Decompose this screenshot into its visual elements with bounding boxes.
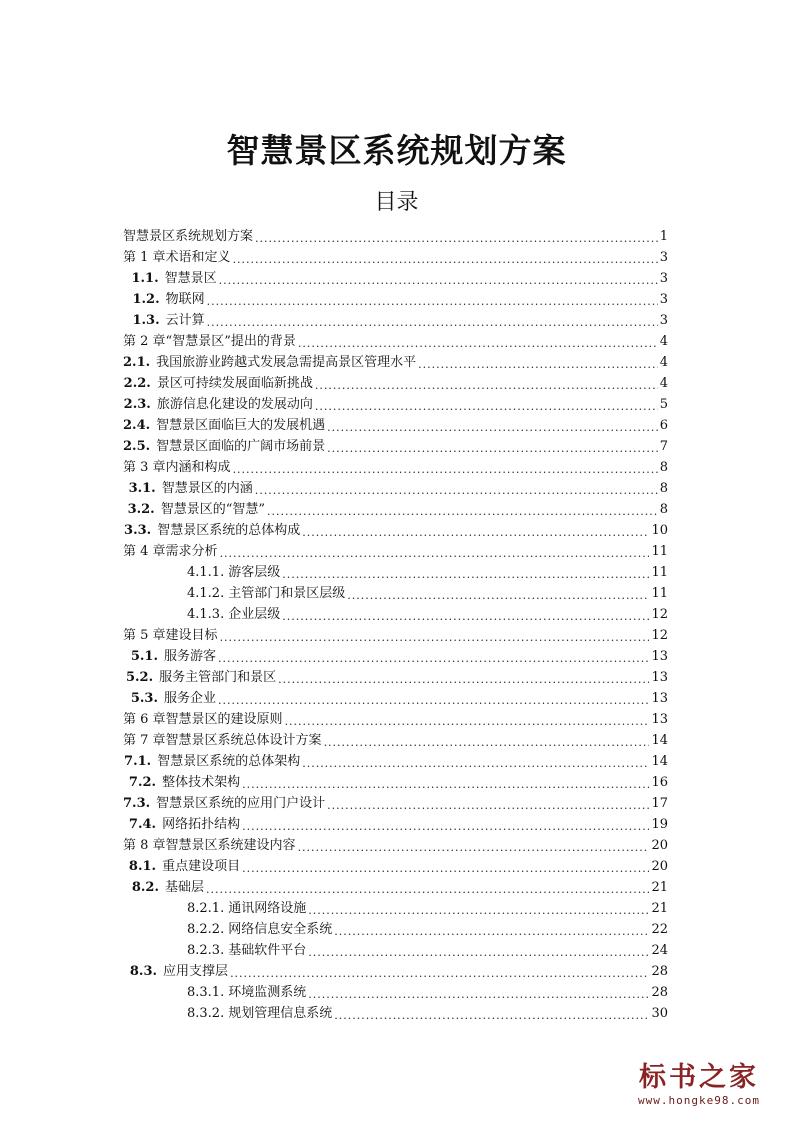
toc-entry-label: 智慧景区系统规划方案 (123, 229, 254, 244)
toc-entry-label: 智慧景区的内涵 (161, 481, 253, 496)
toc-dot-leader (267, 506, 658, 518)
toc-dot-leader (230, 968, 649, 980)
toc-entry-number: 8.2.3. (187, 943, 225, 958)
toc-entry-page: 4 (659, 355, 668, 370)
toc-entry-page: 19 (651, 817, 668, 832)
toc-entry-number: 3.2. (127, 502, 155, 517)
toc-entry[interactable] (123, 499, 668, 520)
toc-entry-page: 14 (651, 733, 668, 748)
toc-entry-label: 重点建设项目 (162, 859, 241, 874)
toc-dot-leader (242, 821, 649, 833)
toc-entry-number: 1.1. (131, 271, 159, 286)
toc-dot-leader (218, 695, 649, 707)
toc-entry-label: 网络信息安全系统 (228, 922, 333, 937)
toc-entry-number: 8.3.1. (187, 985, 225, 1000)
toc-entry-label: 智慧景区的建设原则 (165, 712, 283, 727)
toc-dot-leader (327, 800, 649, 812)
toc-entry-number: 2.1. (123, 355, 151, 370)
toc-entry[interactable] (123, 226, 668, 247)
toc-entry-label: 整体技术架构 (162, 775, 241, 790)
toc-entry-page: 3 (659, 292, 668, 307)
toc-entry-number: 5.3. (130, 691, 159, 706)
toc-entry[interactable] (123, 436, 668, 457)
toc-entry-page: 3 (659, 271, 668, 286)
toc-dot-leader (207, 296, 658, 308)
toc-entry-number: 2.4. (123, 418, 151, 433)
toc-entry[interactable] (123, 919, 668, 940)
toc-dot-leader (207, 317, 658, 329)
toc-entry-label: 我国旅游业跨越式发展急需提高景区管理水平 (156, 355, 417, 370)
toc-dot-leader (242, 863, 649, 875)
toc-entry-label: 企业层级 (228, 607, 281, 622)
toc-entry[interactable] (123, 352, 668, 373)
toc-entry-number: 1.3. (132, 313, 160, 328)
toc-entry-number: 7.3. (123, 796, 151, 811)
watermark-brand: 标书之家 (639, 1062, 759, 1093)
toc-dot-leader (298, 338, 658, 350)
toc-entry[interactable] (123, 478, 668, 499)
toc-dot-leader (220, 632, 650, 644)
toc-entry-number: 4.1.3. (187, 607, 225, 622)
toc-entry[interactable] (123, 814, 668, 835)
toc-entry[interactable] (123, 457, 668, 478)
toc-entry-page: 22 (651, 922, 668, 937)
toc-entry-number: 8.3. (129, 964, 158, 979)
toc-dot-leader (418, 359, 658, 371)
toc-entry-page: 7 (659, 439, 668, 454)
toc-dot-leader (298, 842, 650, 854)
toc-dot-leader (219, 275, 658, 287)
toc-entry-page: 21 (651, 901, 668, 916)
toc-entry[interactable] (123, 289, 668, 310)
toc-entry-number: 2.2. (123, 376, 151, 391)
toc-entry-label: 游客层级 (228, 565, 281, 580)
toc-entry-page: 4 (659, 376, 668, 391)
toc-entry[interactable] (123, 793, 668, 814)
toc-entry-page: 11 (651, 586, 668, 601)
toc-entry[interactable] (123, 730, 668, 751)
toc-dot-leader (315, 380, 658, 392)
toc-entry-page: 11 (651, 565, 668, 580)
toc-entry-number: 7.4. (128, 817, 157, 832)
toc-entry[interactable] (123, 373, 668, 394)
toc-entry[interactable] (123, 667, 668, 688)
toc-entry-label: 智慧景区 (164, 271, 217, 286)
toc-entry-label: 通讯网络设施 (228, 901, 307, 916)
toc-entry-label: 主管部门和景区层级 (228, 586, 346, 601)
toc-entry-page: 21 (651, 880, 668, 895)
toc-dot-leader (334, 926, 649, 938)
toc-entry[interactable] (123, 709, 668, 730)
toc-entry[interactable] (123, 268, 668, 289)
toc-entry[interactable] (123, 394, 668, 415)
toc-dot-leader (242, 779, 649, 791)
toc-entry[interactable] (123, 940, 668, 961)
toc-dot-leader (324, 737, 650, 749)
toc-dot-leader (308, 947, 649, 959)
toc-entry-number: 第 3 章 (123, 460, 166, 475)
toc-entry-label: 智慧景区系统建设内容 (165, 838, 296, 853)
toc-entry-page: 13 (651, 670, 668, 685)
toc-entry-number: 第 2 章 (123, 334, 166, 349)
toc-entry[interactable] (123, 646, 668, 667)
toc-entry-page: 16 (651, 775, 668, 790)
toc-entry-number: 第 7 章 (123, 733, 166, 748)
toc-entry-label: 智慧景区的“智慧” (160, 502, 266, 517)
toc-heading: 目录 (374, 190, 419, 215)
toc-entry-label: 智慧景区系统的应用门户设计 (156, 796, 326, 811)
toc-entry[interactable] (123, 247, 668, 268)
toc-dot-leader (308, 905, 649, 917)
toc-entry-label: “智慧景区”提出的背景 (165, 334, 296, 349)
toc-entry-page: 12 (651, 607, 668, 622)
toc-entry-page: 28 (651, 985, 668, 1000)
table-of-contents (123, 226, 668, 1024)
toc-dot-leader (302, 527, 649, 539)
toc-dot-leader (282, 611, 649, 623)
toc-dot-leader (206, 884, 649, 896)
toc-entry-number: 5.2. (125, 670, 154, 685)
toc-entry[interactable] (123, 982, 668, 1003)
toc-entry[interactable] (123, 520, 668, 541)
toc-entry-page: 14 (651, 754, 668, 769)
toc-entry-number: 7.2. (128, 775, 157, 790)
toc-entry-label: 智慧景区系统的总体架构 (157, 754, 301, 769)
toc-entry-page: 20 (651, 838, 668, 853)
toc-entry-number: 8.2.2. (187, 922, 225, 937)
toc-dot-leader (255, 485, 658, 497)
toc-entry-page: 6 (659, 418, 668, 433)
toc-entry-page: 5 (659, 397, 668, 412)
toc-dot-leader (233, 254, 658, 266)
toc-entry-label: 智慧景区系统总体设计方案 (165, 733, 322, 748)
toc-entry-number: 8.2. (131, 880, 159, 895)
toc-entry-page: 8 (659, 502, 668, 517)
toc-entry[interactable] (123, 625, 668, 646)
toc-entry-page: 4 (659, 334, 668, 349)
toc-entry-label: 智慧景区面临巨大的发展机遇 (156, 418, 326, 433)
toc-entry[interactable] (123, 583, 668, 604)
toc-entry-page: 13 (651, 691, 668, 706)
toc-entry-number: 5.1. (130, 649, 159, 664)
toc-entry-page: 3 (659, 250, 668, 265)
toc-dot-leader (327, 422, 658, 434)
toc-entry-page: 30 (651, 1006, 668, 1021)
toc-entry-label: 服务企业 (164, 691, 217, 706)
toc-entry[interactable] (123, 1003, 668, 1024)
toc-dot-leader (255, 233, 658, 245)
toc-dot-leader (308, 989, 649, 1001)
toc-entry[interactable] (123, 898, 668, 919)
toc-dot-leader (347, 590, 649, 602)
toc-entry-number: 2.3. (123, 397, 151, 412)
toc-entry-number: 8.1. (128, 859, 157, 874)
toc-entry-label: 内涵和构成 (165, 460, 231, 475)
toc-entry-page: 3 (659, 313, 668, 328)
document-title: 智慧景区系统规划方案 (226, 131, 567, 170)
toc-entry[interactable] (123, 688, 668, 709)
toc-entry-page: 24 (651, 943, 668, 958)
toc-entry-page: 11 (651, 544, 668, 559)
toc-dot-leader (282, 569, 649, 581)
toc-entry-label: 旅游信息化建设的发展动向 (156, 397, 313, 412)
toc-entry[interactable] (123, 541, 668, 562)
toc-entry-number: 7.1. (124, 754, 152, 769)
toc-entry-label: 应用支撑层 (163, 964, 229, 979)
toc-entry[interactable] (123, 961, 668, 982)
toc-entry-page: 28 (651, 964, 668, 979)
toc-entry-number: 第 5 章 (123, 628, 166, 643)
toc-entry-label: 建设目标 (165, 628, 218, 643)
toc-entry-page: 20 (651, 859, 668, 874)
toc-entry-page: 12 (651, 628, 668, 643)
toc-entry-label: 服务主管部门和景区 (159, 670, 277, 685)
toc-entry-page: 13 (651, 649, 668, 664)
toc-entry-label: 云计算 (165, 313, 205, 328)
toc-entry-page: 17 (651, 796, 668, 811)
watermark-logo (619, 1062, 779, 1108)
toc-entry-number: 4.1.2. (187, 586, 225, 601)
toc-entry-page: 8 (659, 481, 668, 496)
toc-entry[interactable] (123, 604, 668, 625)
toc-entry[interactable] (123, 310, 668, 331)
toc-entry-page: 10 (651, 523, 668, 538)
toc-entry-label: 术语和定义 (165, 250, 231, 265)
toc-dot-leader (220, 548, 650, 560)
toc-entry[interactable] (123, 331, 668, 352)
watermark-url: www.hongke98.com (638, 1094, 760, 1107)
toc-entry-page: 8 (659, 460, 668, 475)
toc-entry-label: 需求分析 (165, 544, 218, 559)
toc-entry-label: 网络拓扑结构 (162, 817, 241, 832)
toc-entry[interactable] (123, 877, 668, 898)
toc-entry-label: 基础层 (165, 880, 205, 895)
toc-entry-number: 4.1.1. (187, 565, 225, 580)
toc-entry-number: 2.5. (123, 439, 151, 454)
toc-entry-number: 8.2.1. (187, 901, 225, 916)
toc-entry-page: 1 (659, 229, 668, 244)
toc-entry-label: 景区可持续发展面临新挑战 (156, 376, 313, 391)
toc-entry[interactable] (123, 772, 668, 793)
toc-entry-label: 规划管理信息系统 (228, 1006, 333, 1021)
toc-dot-leader (233, 464, 658, 476)
toc-dot-leader (218, 653, 649, 665)
toc-entry[interactable] (123, 751, 668, 772)
toc-entry-label: 基础软件平台 (228, 943, 307, 958)
toc-entry-label: 环境监测系统 (228, 985, 307, 1000)
toc-entry-number: 第 4 章 (123, 544, 166, 559)
toc-dot-leader (327, 443, 658, 455)
toc-entry-number: 1.2. (132, 292, 160, 307)
toc-dot-leader (285, 716, 650, 728)
toc-entry[interactable] (123, 856, 668, 877)
toc-entry[interactable] (123, 415, 668, 436)
toc-entry-page: 13 (651, 712, 668, 727)
toc-dot-leader (302, 758, 649, 770)
toc-entry-number: 第 8 章 (123, 838, 166, 853)
toc-entry-number: 3.3. (124, 523, 152, 538)
toc-entry-number: 第 6 章 (123, 712, 166, 727)
toc-dot-leader (334, 1010, 649, 1022)
toc-entry-label: 智慧景区系统的总体构成 (157, 523, 301, 538)
toc-dot-leader (315, 401, 658, 413)
toc-entry-number: 8.3.2. (187, 1006, 225, 1021)
toc-entry-number: 第 1 章 (123, 250, 166, 265)
toc-dot-leader (278, 674, 649, 686)
toc-entry[interactable] (123, 835, 668, 856)
toc-entry-number: 3.1. (128, 481, 156, 496)
toc-entry-label: 服务游客 (164, 649, 217, 664)
toc-entry[interactable] (123, 562, 668, 583)
toc-entry-label: 物联网 (165, 292, 205, 307)
toc-entry-label: 智慧景区面临的广阔市场前景 (156, 439, 326, 454)
